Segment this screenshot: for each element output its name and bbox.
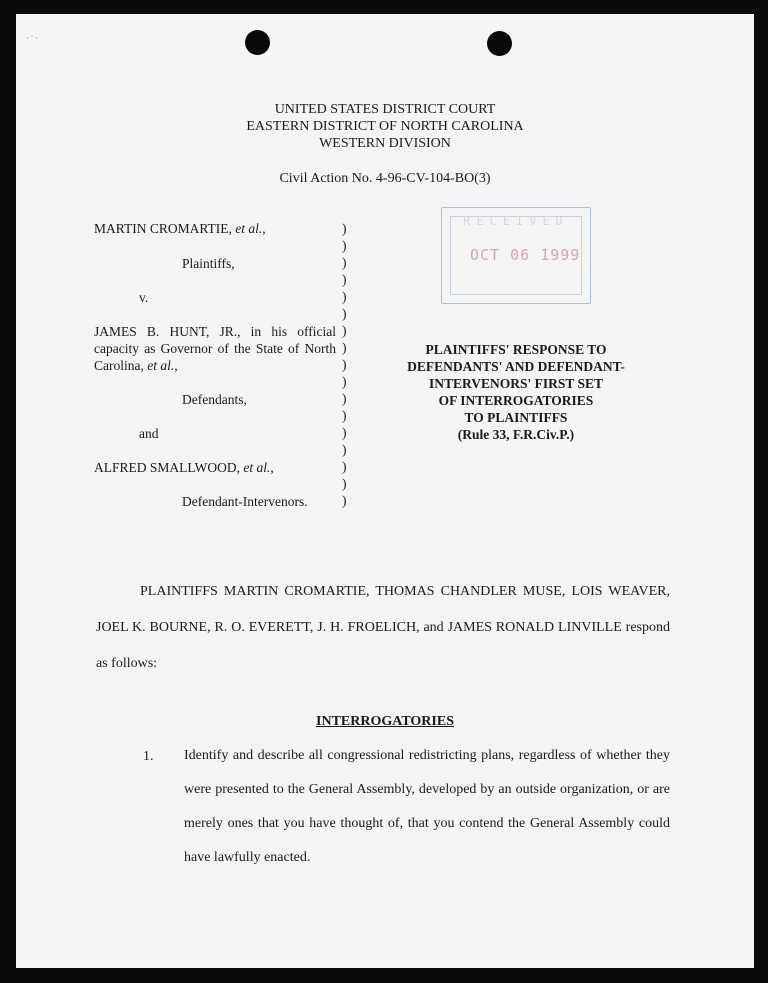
response-title-line-3: INTERVENORS' FIRST SET [428,376,604,391]
stamp-date: OCT 06 1999 [470,246,581,264]
caption-defendant [94,323,336,374]
court-name: UNITED STATES DISTRICT COURT [274,102,496,117]
defendant-line-2: capacity as Governor of the State of North [94,341,336,356]
response-title-line-6: (Rule 33, F.R.Civ.P.) [457,427,575,442]
defendant-line-3-text: Carolina, [94,358,144,373]
punch-hole-left [245,30,270,55]
defendant-etal: et al. [147,358,175,373]
response-title-line-4: OF INTERROGATORIES [438,393,594,408]
scan-specks: · ˙ · [26,34,38,43]
response-title [396,341,636,443]
caption-and: and [139,426,159,441]
caption-intervenors-label: Defendant-Intervenors. [182,494,308,509]
document-page [16,14,754,968]
question-text: Identify and describe all congressional redistricting plans, regardless of whether they were presented to the General Assembly, developed by an outside organization, or are merely ones that you have thought of, that you contend the General Assembly could have lawfully enacted. [184,748,670,865]
defendant-line-3 [94,357,336,374]
punch-hole-right [487,31,512,56]
intervenor-name: ALFRED SMALLWOOD, [94,460,240,475]
court-district: EASTERN DISTRICT OF NORTH CAROLINA [246,119,524,134]
caption-defendants-label: Defendants, [182,392,247,407]
civil-action-number: Civil Action No. 4-96-CV-104-BO(3) [279,171,491,186]
intro-paragraph [96,574,670,682]
court-header [16,101,754,152]
caption-plaintiffs-label: Plaintiffs, [182,256,235,271]
plaintiff-name: MARTIN CROMARTIE, [94,221,232,236]
caption-parentheses: ) ) ) ) ) ) ) ) ) ) ) ) ) ) ) ) ) [342,221,347,508]
stamp-label: RECEIVED [463,214,569,228]
received-stamp [441,207,591,304]
caption-intervenor [94,459,274,476]
question-number: 1. [143,749,154,764]
caption-plaintiff [94,220,266,237]
caption-versus: v. [139,290,149,305]
intervenor-etal-tail: , [270,460,274,475]
court-division: WESTERN DIVISION [319,136,451,151]
intro-text: PLAINTIFFS MARTIN CROMARTIE, THOMAS CHANDLER MUSE, LOIS WEAVER, JOEL K. BOURNE, R. O. EVERETT, J. H. FROELICH, and JAMES RONALD LINVILLE respond as follows: [96,584,670,671]
defendant-etal-tail: , [174,358,178,373]
intervenor-etal: et al. [243,460,271,475]
response-title-line-5: TO PLAINTIFFS [464,410,568,425]
defendant-line-1: JAMES B. HUNT, JR., in his official [94,324,336,339]
plaintiff-etal: et al. [235,221,263,236]
plaintiff-etal-tail: , [262,221,266,236]
response-title-line-2: DEFENDANTS' AND DEFENDANT- [407,359,625,374]
response-title-line-1: PLAINTIFFS' RESPONSE TO [425,342,607,357]
interrogatories-heading: INTERROGATORIES [316,714,454,729]
